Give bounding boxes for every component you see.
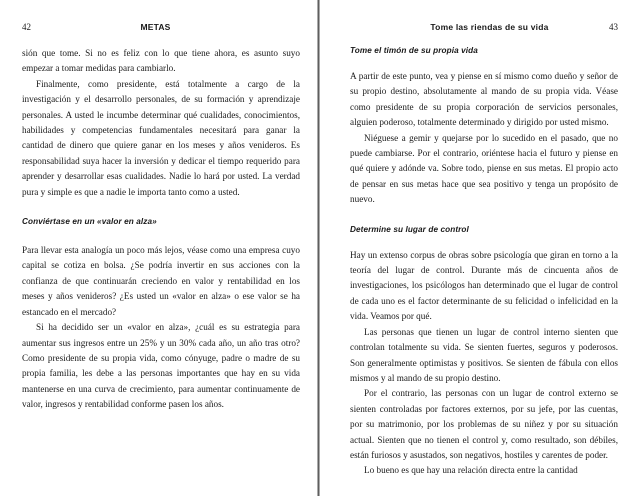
paragraph: Las personas que tienen un lugar de control interno sienten que controlan totalmente su vida. Se sienten fuertes, seguros y poderosos. Son generalmente optimistas y positivos. Se sienten de fábula con ellos mismos y al mando de su propio destino.: [350, 326, 618, 383]
section-heading: Determine su lugar de control: [350, 224, 469, 234]
right-page: [320, 0, 638, 496]
paragraph: Si ha decidido ser un «valor en alza», ¿cuál es su estrategia para aumentar sus ingresos entre un 25% y un 30% cada año, un año tras otro? Como presidente de su propia vida, como cónyuge, padre o madre de su propia familia, les debe a las personas importantes que hay en su vida mantenerse en una curva de crecimiento, para aumentar continuamente de valor, ingresos y rentabilidad conforme pasen los años.: [22, 322, 300, 410]
paragraph: Niéguese a gemir y quejarse por lo sucedido en el pasado, que no puede cambiarse. Por el contrario, oriéntese hacia el futuro y piense en qué quiere y adónde va. Sobre todo, piense en sus metas. El propio acto de pensar en sus metas hace que sea positivo y tenga un propósito de nuevo.: [350, 132, 618, 205]
paragraph: Para llevar esta analogía un poco más lejos, véase como una empresa cuyo capital se cotiza en bolsa. ¿Se podría invertir en sus acciones con la confianza de que continuarán creciendo en valor y rentabilidad en los meses y años venideros? ¿Es usted un «valor en alza» o ese valor se ha estancado en el mercado?: [22, 245, 300, 317]
section-heading: Tome el timón de su propia vida: [350, 46, 478, 55]
paragraph: Hay un extenso corpus de obras sobre psicología que giran en torno a la teoría del lugar de control. Durante más de cincuenta años de investigaciones, los psicólogos han determinado que el lugar de control de cada uno es el factor determinante de su felicidad o infelicidad en la vida. Veamos por qué.: [350, 249, 618, 322]
paragraph: A partir de este punto, vea y piense en sí mismo como dueño y señor de su propio destino, absolutamente al mando de su propia vida. Véase como presidente de su propia corporación de servicios personales, alguien poderoso, totalmente determinado y dirigido por usted mismo.: [350, 71, 618, 128]
paragraph: Finalmente, como presidente, está totalmente a cargo de la investigación y el desarrollo personales, de su formación y aprendizaje personales. A usted le incumbe determinar qué cualidades, conocimientos, habilidades y competencias fundamentales necesitará para ganar la cantidad de dinero que quiere ganar en los meses y años venideros. Es responsabilidad suya hacer la inversión y dedicar el tiempo requerido para aprender y desarrollar esas cualidades. Nadie lo hará por usted. La verdad pura y simple es que a nadie le importa tanto como a usted.: [22, 78, 300, 197]
section-heading: Conviértase en un «valor en alza»: [22, 217, 157, 227]
page-number: 42: [22, 22, 31, 32]
paragraph: Lo bueno es que hay una relación directa entre la cantidad: [364, 465, 578, 476]
page-number: 43: [609, 22, 618, 32]
paragraph: sión que tome. Si no es feliz con lo que tiene ahora, es asunto suyo empezar a tomar medidas para cambiarlo.: [22, 48, 300, 74]
running-title: Tome las riendas de su vida: [430, 22, 549, 32]
paragraph: Por el contrario, las personas con un lugar de control externo se sienten controladas por factores externos, por su jefe, por las cuentas, por su matrimonio, por los problemas de su niñez y por su situación actual. Sienten que no tienen el control y, como resultado, son débiles, están furiosos y asustados, son negativos, hostiles y carentes de poder.: [350, 388, 618, 460]
right-page-header: [350, 22, 618, 32]
left-page-header: [22, 22, 300, 32]
running-title: METAS: [140, 22, 171, 32]
left-page: [0, 0, 318, 496]
